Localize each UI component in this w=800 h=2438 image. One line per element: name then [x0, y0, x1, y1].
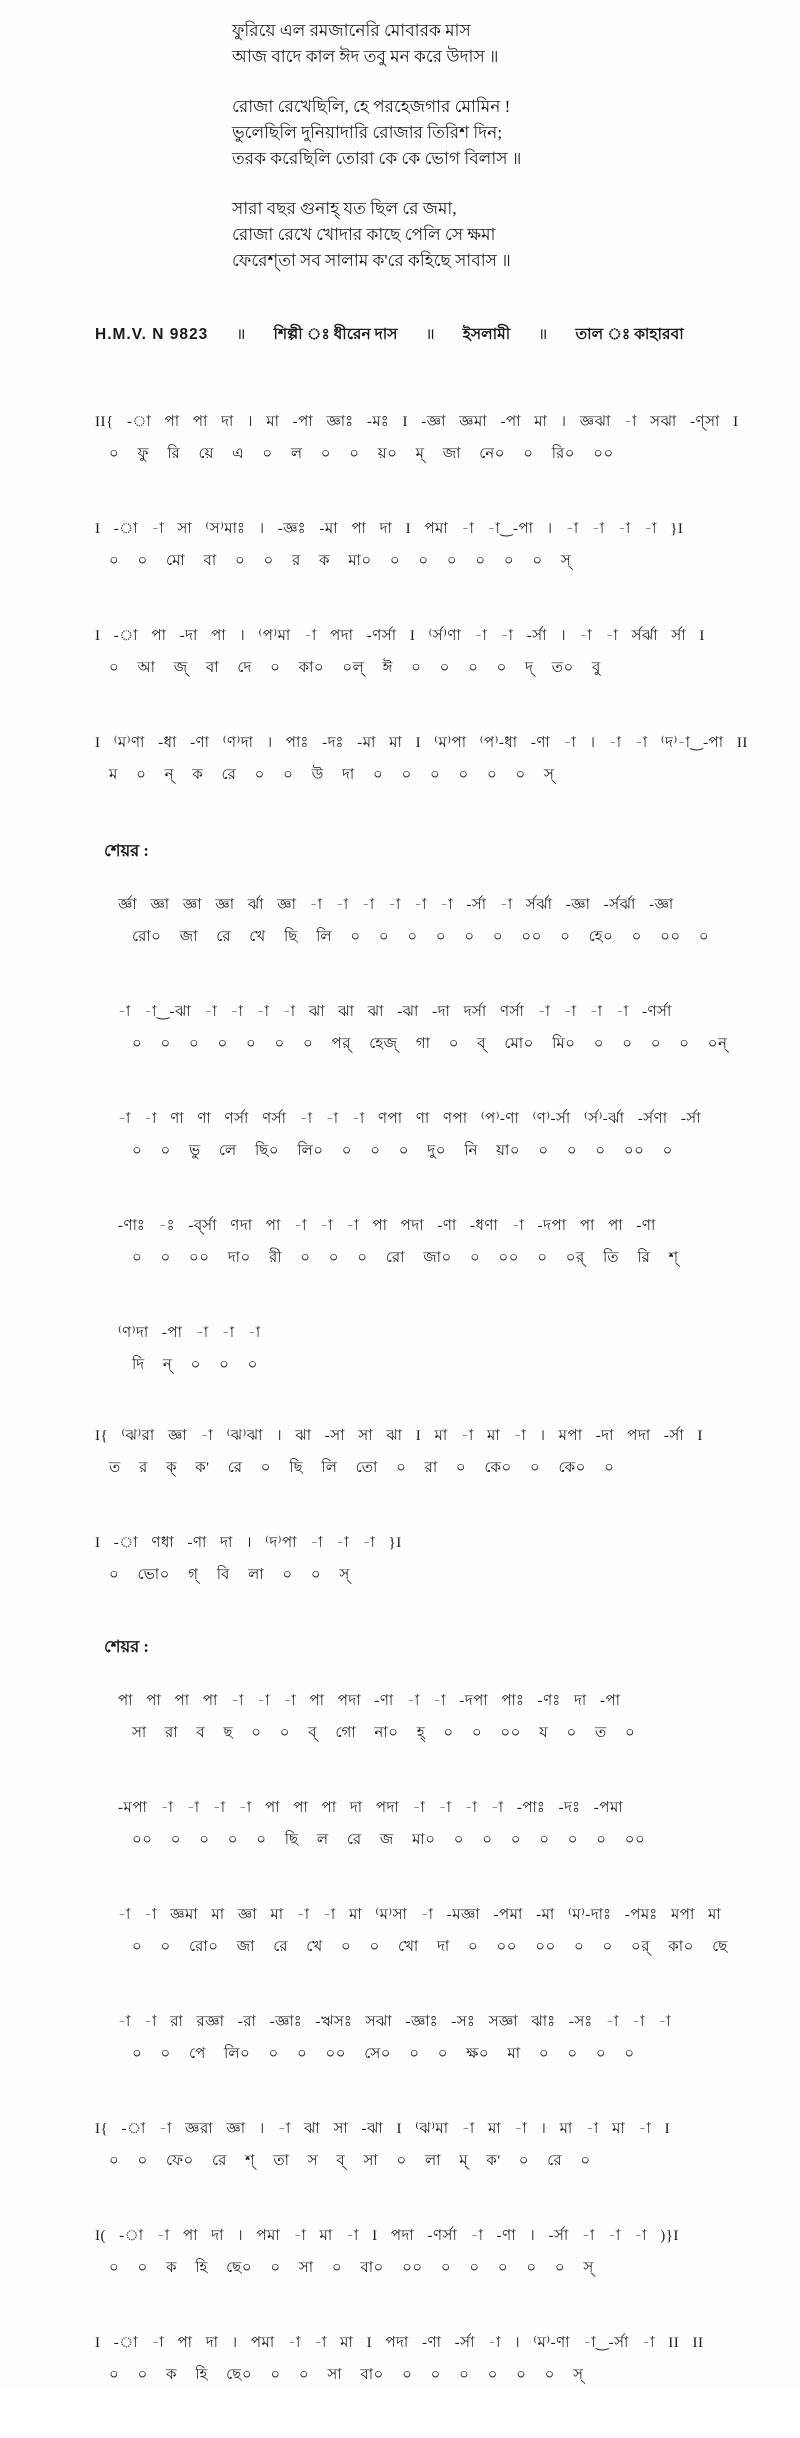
- lyric-line: ফেরেশ্‌তা সব সালাম ক'রে কহিছে সাবাস ॥: [232, 251, 511, 270]
- notation-words: ০০ ০ ০ ০ ০ ছি ল রে জ মা০ ০ ০ ০ ০ ০ ০ ০০: [132, 1832, 646, 1848]
- notation-staff-18: [95, 2331, 780, 2388]
- notation-notes: I -া -া পা দা । পমা -া -া মা I পদা -ণা -র্সা -া । ⁽ম⁾-ণা -া‿-র্সা -া II II: [95, 2335, 704, 2351]
- notation-staff-17: [95, 2224, 780, 2281]
- notation-notes: I -া পা -দা পা । ⁽প⁾মা -া পদা -ণর্সা I ⁽র্স⁾ণা -া -া -র্সা । -া -া র্সর্ঝা র্সা I: [95, 628, 705, 644]
- notation-words: ০ ভো০ গ্ বি লা ০ ০ স্: [109, 1567, 350, 1583]
- notation-words: ০ ০ ফে০ রে শ্ তা স ব্ সা ০ লা ম্ ক' ০ রে ০: [109, 2153, 591, 2169]
- taal-field: তাল ঃ কাহারবা: [575, 326, 684, 343]
- notation-staff-16: [95, 2117, 780, 2174]
- notation-notes: -া -া জ্ঞমা মা জ্ঞা মা -া -া মা ⁽ম⁾সা -া -মজ্ঞা -পমা -মা ⁽ম⁾-দাঃ -পমঃ মপা মা: [118, 1907, 722, 1923]
- notation-notes: ⁽ণ⁾দা -পা -া -া -া: [118, 1325, 261, 1341]
- notation-staff-15: [118, 2010, 780, 2067]
- notation-staff-4: [95, 731, 780, 788]
- double-danda-separator: ॥: [236, 326, 246, 343]
- catalog-number: H.M.V. N 9823: [95, 326, 209, 343]
- notation-staff-3: [95, 624, 780, 681]
- notation-staff-6: [118, 1000, 780, 1057]
- notation-staff-8: [118, 1214, 780, 1271]
- notation-words: ০ আ জ্ বা দে ০ কা০ ০ল্ ঈ ০ ০ ০ ০ দ্ ত০ বু: [109, 660, 601, 676]
- notation-notes: I ⁽ম⁾ণা -ধা -ণা ⁽ণ⁾দা । পাঃ -দঃ -মা মা I ⁽ম⁾পা ⁽প⁾-ধা -ণা -া । -া -া ⁽দ⁾-া‿-পা II: [95, 735, 748, 751]
- notation-staff-13: [118, 1796, 780, 1853]
- record-header-row: [95, 322, 800, 348]
- notation-staff-9: [118, 1321, 780, 1378]
- notation-notes: I{ ⁽ঝ⁾রা জ্ঞা -া ⁽ঝ⁾ঝা । ঝা -সা সা ঝা I মা -া মা -া । মপা -দা পদা -র্সা I: [95, 1428, 703, 1444]
- notation-staff-1: [95, 410, 780, 467]
- notation-notes: -া -া‿-ঝা -া -া -া -া ঝা ঝা ঝা -ঝা -দা দর্সা ণর্সা -া -া -া -া -ণর্সা: [118, 1004, 672, 1020]
- notation-words: ০ ০ ক হি ছে০ ০ সা ০ বা০ ০০ ০ ০ ০ ০ ০ স্: [109, 2260, 594, 2276]
- notation-words: ০ ০ পে লি০ ০ ০ ০০ সে০ ০ ০ ক্ষ০ মা ০ ০ ০ ০: [132, 2046, 635, 2062]
- notation-staff-2: [95, 517, 780, 574]
- sheyar-heading-2: শেয়র :: [104, 1637, 149, 1656]
- lyrics-stanza-2: [232, 94, 760, 172]
- notation-notes: I -া -া সা ⁽স⁾মাঃ । -জ্ঞঃ -মা পা দা I পমা -া -া‿-পা । -া -া -া -া }I: [95, 521, 684, 537]
- song-lyrics-block: [232, 18, 760, 274]
- genre-field: ইসলামী: [462, 326, 511, 343]
- notation-notes: II{ -া পা পা দা । মা -পা জ্ঞাঃ -মঃ I -জ্ঞা জ্ঞমা -পা মা । জ্ঞঝা -া সঝা -ণ্সা I: [95, 414, 739, 430]
- notation-words: ০ ০ ০ ০ ০ ০ ০ পর্ হেজ্ গা ০ ব্ মো০ মি০ ০ ০ ০ ০ ০ন্: [132, 1036, 728, 1052]
- lyric-line: রোজা রেখেছিলি, হে পরহেজগার মোমিন !: [232, 97, 511, 116]
- lyrics-stanza-3: [232, 196, 760, 274]
- notation-words: ত র ক্ ক' রে ০ ছি লি তো ০ রা ০ কে০ ০ কে০ ০: [109, 1460, 615, 1476]
- notation-staff-14: [118, 1903, 780, 1960]
- lyric-line: ফুরিয়ে এল রমজানেরি মোবারক মাস: [232, 21, 471, 40]
- notation-notes: I -া ণধা -ণা দা । ⁽দ⁾পা -া -া -া }I: [95, 1535, 402, 1551]
- notation-notes: -া -া ণা ণা ণর্সা ণর্সা -া -া -া ণপা ণা ণপা ⁽প⁾-ণা ⁽ণ⁾-র্সা ⁽র্স⁾-র্ঝা -র্সণা -র্সা: [118, 1111, 702, 1127]
- notation-notes: র্জ্ঞা জ্ঞা জ্ঞা জ্ঞা র্ঝা জ্ঞা -া -া -া -া -া -া -র্সা -া র্সর্ঝা -জ্ঞা -র্সর্ঝা -জ্ঞা: [118, 897, 674, 913]
- sheyar-heading-1: শেয়র :: [104, 841, 149, 860]
- notation-notes: -ণাঃ -ঃ -র্ব্সা ণদা পা -া -া -া পা পদা -ণা -ধণা -া -দপা পা পা -ণা: [118, 1218, 656, 1234]
- notation-words: ০ ০ ০০ দা০ রী ০ ০ ০ রো জা০ ০ ০০ ০ ০র্ তি রি শ্: [132, 1250, 679, 1266]
- notation-notes: -া -া রা রজ্ঞা -রা -জ্ঞাঃ -ঋসঃ সঝা -জ্ঞাঃ -সঃ সজ্ঞা ঝাঃ -সঃ -া -া -া: [118, 2014, 672, 2030]
- notation-staff-11: [95, 1531, 780, 1588]
- notation-words: রো০ জা রে খে ছি লি ০ ০ ০ ০ ০ ০ ০০ ০ হে০ ০ ০০ ০: [132, 929, 710, 945]
- notation-notes: I{ -া -া জ্ঞরা জ্ঞা । -া ঝা সা -ঝা I ⁽ঝ⁾মা -া মা -া । মা -া মা -া I: [95, 2121, 671, 2137]
- notation-notes: I( -া -া পা দা । পমা -া মা -া I পদা -ণর্সা -া -ণা । -র্সা -া -া -া )}I: [95, 2228, 679, 2244]
- lyrics-stanza-1: [232, 18, 760, 70]
- notation-words: সা রা ব ছ ০ ০ ব্ গো না০ হ্ ০ ০ ০০ য ০ ত ০: [132, 1725, 636, 1741]
- lyric-line: ভুলেছিলি দুনিয়াদারি রোজার তিরিশ দিন;: [232, 123, 503, 142]
- notation-notes: পা পা পা পা -া -া -া পা পদা -ণা -া -া -দপা পাঃ -ণঃ দা -পা: [118, 1693, 621, 1709]
- notation-words: ০ ফু রি য়ে এ ০ ল ০ ০ য়০ ম্ জা নে০ ০ রি০ ০০: [109, 446, 614, 462]
- lyric-line: রোজা রেখে খোদার কাছে পেলি সে ক্ষমা: [232, 225, 496, 244]
- lyric-line: তরক করেছিলি তোরা কে কে ভোগ বিলাস ॥: [232, 149, 522, 168]
- artist-field: শিল্পী ঃ ধীরেন দাস: [273, 326, 398, 343]
- notation-notes: -মপা -া -া -া -া পা পা পা দা পদা -া -া -া -া -পাঃ -দঃ -পমা: [118, 1800, 624, 1816]
- notation-words: ০ ০ ক হি ছে০ ০ ০ সা বা০ ০ ০ ০ ০ ০ ০ স্: [109, 2367, 584, 2383]
- notation-words: ০ ০ রো০ জা রে খে ০ ০ খো দা ০ ০০ ০০ ০ ০ ০র্ কা০ ছে: [132, 1939, 728, 1955]
- notation-words: ম ০ ন্ ক রে ০ ০ উ দা ০ ০ ০ ০ ০ ০ স্: [109, 767, 555, 783]
- notation-staff-5: [118, 893, 780, 950]
- notation-staff-7: [118, 1107, 780, 1164]
- notation-staff-10: [95, 1424, 780, 1481]
- double-danda-separator: ॥: [425, 326, 435, 343]
- notation-block: [0, 410, 800, 2388]
- notation-words: ০ ০ মো বা ০ ০ র ক মা০ ০ ০ ০ ০ ০ ০ স্: [109, 553, 572, 569]
- notation-staff-12: [118, 1689, 780, 1746]
- lyric-line: আজ বাদে কাল ঈদ তবু মন করে উদাস ॥: [232, 47, 499, 66]
- lyric-line: সারা বছর গুনাহ্ যত ছিল রে জমা,: [232, 199, 457, 218]
- double-danda-separator: ॥: [538, 326, 548, 343]
- notation-words: দি ন্ ০ ০ ০: [132, 1357, 258, 1373]
- notation-words: ০ ০ ভু লে ছি০ লি০ ০ ০ ০ দু০ নি য়া০ ০ ০ ০ ০০ ০: [132, 1143, 673, 1159]
